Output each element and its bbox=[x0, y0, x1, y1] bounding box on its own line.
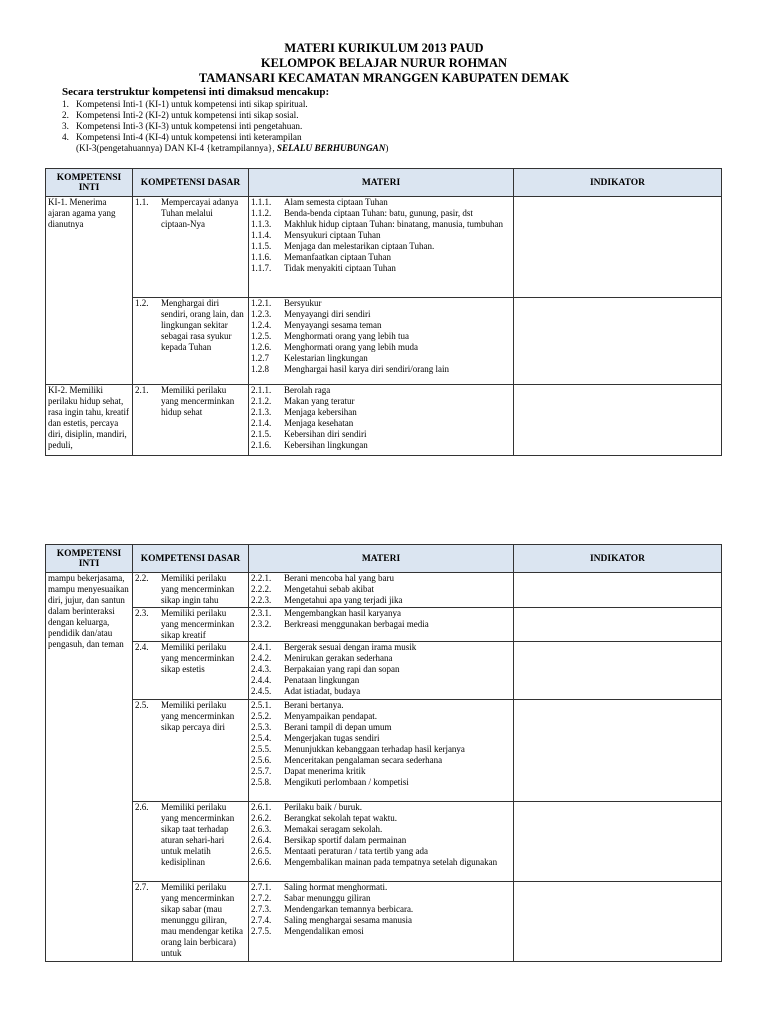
materi-cell bbox=[249, 882, 514, 962]
materi-text: Bersikap sportif dalam permainan bbox=[284, 835, 407, 845]
materi-cell bbox=[249, 573, 514, 608]
materi-text: Mengetahui sebab akibat bbox=[284, 584, 374, 594]
header-materi: MATERI bbox=[249, 545, 514, 573]
kd-number: 2.7. bbox=[135, 882, 149, 892]
materi-text: Sabar menunggu giliran bbox=[284, 893, 371, 903]
materi-text: Mengembangkan hasil karyanya bbox=[284, 608, 401, 618]
list-text: Kompetensi Inti-4 (KI-4) untuk kompetensi inti keterampilan bbox=[76, 132, 302, 142]
materi-item bbox=[251, 342, 511, 353]
materi-number: 1.1.3. bbox=[251, 219, 272, 229]
ki-cell: KI-1. Menerima ajaran agama yang dianutnya bbox=[46, 197, 133, 385]
materi-number: 2.2.3. bbox=[251, 595, 272, 605]
kd-cell bbox=[133, 882, 249, 962]
kd-cell bbox=[133, 197, 249, 298]
materi-number: 2.6.3. bbox=[251, 824, 272, 834]
table-row bbox=[46, 298, 722, 385]
table-row bbox=[46, 197, 722, 298]
kd-cell bbox=[133, 298, 249, 385]
materi-item bbox=[251, 252, 511, 263]
list-number: 1. bbox=[62, 99, 69, 109]
kd-text: Menghargai diri sendiri, orang lain, dan lingkungan sekitar sebagai rasa syukur kepada Tuhan bbox=[161, 298, 244, 352]
materi-item bbox=[251, 219, 511, 230]
materi-number: 2.1.1. bbox=[251, 385, 272, 395]
list-number: 4. bbox=[62, 132, 69, 142]
materi-item bbox=[251, 440, 511, 451]
materi-number: 2.4.4. bbox=[251, 675, 272, 685]
materi-item bbox=[251, 755, 511, 766]
materi-cell bbox=[249, 608, 514, 642]
materi-item bbox=[251, 320, 511, 331]
ki-definition-item bbox=[62, 132, 388, 143]
materi-text: Saling menghargai sesama manusia bbox=[284, 915, 413, 925]
materi-number: 1.2.3. bbox=[251, 309, 272, 319]
materi-text: Tidak menyakiti ciptaan Tuhan bbox=[284, 263, 396, 273]
materi-number: 2.4.1. bbox=[251, 642, 272, 652]
materi-text: Menceritakan pengalaman secara sederhana bbox=[284, 755, 443, 765]
materi-number: 2.1.5. bbox=[251, 429, 272, 439]
indikator-cell bbox=[514, 608, 722, 642]
materi-number: 2.6.2. bbox=[251, 813, 272, 823]
materi-item bbox=[251, 882, 511, 893]
materi-number: 1.1.2. bbox=[251, 208, 272, 218]
kd-number: 2.2. bbox=[135, 573, 149, 583]
materi-text: Menunjukkan kebanggaan terhadap hasil kerjanya bbox=[284, 744, 465, 754]
list-text: Kompetensi Inti-2 (KI-2) untuk kompetensi inti sikap sosial. bbox=[76, 110, 299, 120]
materi-item bbox=[251, 385, 511, 396]
materi-text: Makhluk hidup ciptaan Tuhan: binatang, manusia, tumbuhan bbox=[284, 219, 503, 229]
materi-text: Menirukan gerakan sederhana bbox=[284, 653, 393, 663]
materi-text: Mendengarkan temannya berbicara. bbox=[284, 904, 414, 914]
list-number: 3. bbox=[62, 121, 69, 131]
materi-item bbox=[251, 263, 511, 274]
kd-number: 2.6. bbox=[135, 802, 149, 812]
materi-text: Bergerak sesuai dengan irama musik bbox=[284, 642, 417, 652]
kd-number: 2.1. bbox=[135, 385, 149, 395]
table-header-row bbox=[46, 545, 722, 573]
materi-number: 2.3.2. bbox=[251, 619, 272, 629]
materi-number: 1.1.7. bbox=[251, 263, 272, 273]
document-title-line-3: TAMANSARI KECAMATAN MRANGGEN KABUPATEN DEMAK bbox=[198, 71, 570, 85]
materi-number: 1.2.7 bbox=[251, 353, 269, 363]
kd-text: Memiliki perilaku yang mencerminkan sikap taat terhadap aturan sehari-hari untuk melatih kedisiplinan bbox=[161, 802, 235, 867]
materi-text: Menghargai hasil karya diri sendiri/orang lain bbox=[284, 364, 450, 374]
materi-text: Berangkat sekolah tepat waktu. bbox=[284, 813, 397, 823]
materi-number: 2.7.4. bbox=[251, 915, 272, 925]
materi-text: Memakai seragam sekolah. bbox=[284, 824, 383, 834]
kd-text: Memiliki perilaku yang mencerminkan sikap kreatif bbox=[161, 608, 235, 640]
indikator-cell bbox=[514, 385, 722, 456]
materi-text: Bersyukur bbox=[284, 298, 322, 308]
materi-text: Saling hormat menghormati. bbox=[284, 882, 388, 892]
indikator-cell bbox=[514, 642, 722, 700]
materi-number: 2.5.2. bbox=[251, 711, 272, 721]
list-text: Kompetensi Inti-3 (KI-3) untuk kompetensi inti pengetahuan. bbox=[76, 121, 303, 131]
materi-number: 2.7.5. bbox=[251, 926, 272, 936]
materi-number: 2.7.2. bbox=[251, 893, 272, 903]
materi-text: Mengikuti perlombaan / kompetisi bbox=[284, 777, 409, 787]
materi-number: 2.5.4. bbox=[251, 733, 272, 743]
materi-item bbox=[251, 642, 511, 653]
materi-item bbox=[251, 686, 511, 697]
materi-item bbox=[251, 664, 511, 675]
materi-number: 2.4.5. bbox=[251, 686, 272, 696]
kd-cell bbox=[133, 700, 249, 802]
kd-cell bbox=[133, 573, 249, 608]
materi-text: Berolah raga bbox=[284, 385, 331, 395]
document-title-line-2: KELOMPOK BELAJAR NURUR ROHMAN bbox=[260, 56, 508, 70]
materi-number: 2.1.2. bbox=[251, 396, 272, 406]
materi-text: Alam semesta ciptaan Tuhan bbox=[284, 197, 388, 207]
materi-text: Berani bertanya. bbox=[284, 700, 344, 710]
materi-item bbox=[251, 824, 511, 835]
materi-text: Kebersihan lingkungan bbox=[284, 440, 368, 450]
materi-item bbox=[251, 777, 511, 788]
materi-text: Mengetahui apa yang terjadi jika bbox=[284, 595, 403, 605]
kd-number: 2.5. bbox=[135, 700, 149, 710]
materi-text: Menghormati orang yang lebih tua bbox=[284, 331, 409, 341]
table-row bbox=[46, 642, 722, 700]
materi-number: 2.1.4. bbox=[251, 418, 272, 428]
kd-cell bbox=[133, 608, 249, 642]
materi-number: 2.3.1. bbox=[251, 608, 272, 618]
materi-cell bbox=[249, 802, 514, 882]
materi-text: Menyayangi diri sendiri bbox=[284, 309, 371, 319]
materi-item bbox=[251, 700, 511, 711]
table-row bbox=[46, 882, 722, 962]
materi-item bbox=[251, 733, 511, 744]
materi-number: 1.1.4. bbox=[251, 230, 272, 240]
materi-number: 2.2.2. bbox=[251, 584, 272, 594]
materi-number: 2.5.8. bbox=[251, 777, 272, 787]
materi-number: 1.1.6. bbox=[251, 252, 272, 262]
materi-item bbox=[251, 813, 511, 824]
materi-item bbox=[251, 835, 511, 846]
note-emphasis: SELALU BERHUBUNGAN bbox=[276, 143, 386, 153]
kd-cell bbox=[133, 802, 249, 882]
materi-text: Makan yang teratur bbox=[284, 396, 355, 406]
materi-number: 1.2.6. bbox=[251, 342, 272, 352]
materi-item bbox=[251, 241, 511, 252]
table-row bbox=[46, 385, 722, 456]
header-kompetensi-inti: KOMPETENSI INTI bbox=[46, 545, 133, 573]
materi-item bbox=[251, 766, 511, 777]
materi-text: Adat istiadat, budaya bbox=[284, 686, 361, 696]
materi-text: Mengerjakan tugas sendiri bbox=[284, 733, 380, 743]
materi-item bbox=[251, 744, 511, 755]
materi-item bbox=[251, 608, 511, 619]
materi-item bbox=[251, 675, 511, 686]
materi-number: 2.5.3. bbox=[251, 722, 272, 732]
materi-text: Mengendalikan emosi bbox=[284, 926, 364, 936]
materi-item bbox=[251, 915, 511, 926]
materi-text: Menghormati orang yang lebih muda bbox=[284, 342, 418, 352]
materi-text: Benda-benda ciptaan Tuhan: batu, gunung, pasir, dst bbox=[284, 208, 473, 218]
kd-text: Memiliki perilaku yang mencerminkan sikap estetis bbox=[161, 642, 235, 674]
table-header-row bbox=[46, 169, 722, 197]
materi-cell bbox=[249, 385, 514, 456]
materi-item bbox=[251, 407, 511, 418]
materi-text: Berpakaian yang rapi dan sopan bbox=[284, 664, 400, 674]
materi-item bbox=[251, 331, 511, 342]
kd-cell bbox=[133, 385, 249, 456]
materi-item bbox=[251, 429, 511, 440]
materi-item bbox=[251, 619, 511, 630]
materi-number: 2.6.1. bbox=[251, 802, 272, 812]
materi-number: 2.4.3. bbox=[251, 664, 272, 674]
note-text: (KI-3(pengetahuannya) DAN KI-4 {ketrampilannya}, bbox=[76, 143, 277, 153]
indikator-cell bbox=[514, 802, 722, 882]
kd-number: 2.3. bbox=[135, 608, 149, 618]
ki-relation-note bbox=[62, 143, 388, 154]
kd-cell bbox=[133, 642, 249, 700]
curriculum-table-2 bbox=[45, 544, 722, 962]
materi-item bbox=[251, 584, 511, 595]
materi-text: Mentaati peraturan / tata tertib yang ada bbox=[284, 846, 428, 856]
materi-number: 1.2.8 bbox=[251, 364, 269, 374]
materi-item bbox=[251, 904, 511, 915]
list-number: 2. bbox=[62, 110, 69, 120]
ki-definition-list bbox=[62, 99, 388, 154]
table-row bbox=[46, 802, 722, 882]
materi-number: 2.5.5. bbox=[251, 744, 272, 754]
materi-number: 1.1.5. bbox=[251, 241, 272, 251]
header-indikator: INDIKATOR bbox=[514, 169, 722, 197]
materi-number: 2.7.1. bbox=[251, 882, 272, 892]
materi-text: Mensyukuri ciptaan Tuhan bbox=[284, 230, 381, 240]
header-kompetensi-dasar: KOMPETENSI DASAR bbox=[133, 169, 249, 197]
materi-number: 2.5.6. bbox=[251, 755, 272, 765]
materi-text: Berani tampil di depan umum bbox=[284, 722, 392, 732]
materi-number: 1.2.4. bbox=[251, 320, 272, 330]
indikator-cell bbox=[514, 298, 722, 385]
materi-text: Menjaga kebersihan bbox=[284, 407, 357, 417]
kd-text: Memiliki perilaku yang mencerminkan sikap ingin tahu bbox=[161, 573, 235, 605]
ki-cell: KI-2. Memiliki perilaku hidup sehat, rasa ingin tahu, kreatif dan estetis, percaya diri, disiplin, mandiri, peduli, bbox=[46, 385, 133, 456]
materi-item bbox=[251, 573, 511, 584]
header-materi: MATERI bbox=[249, 169, 514, 197]
materi-number: 2.1.3. bbox=[251, 407, 272, 417]
materi-number: 2.6.4. bbox=[251, 835, 272, 845]
materi-item bbox=[251, 893, 511, 904]
indikator-cell bbox=[514, 882, 722, 962]
ki-definition-item bbox=[62, 110, 388, 121]
materi-item bbox=[251, 230, 511, 241]
materi-item bbox=[251, 595, 511, 606]
intro-heading: Secara terstruktur kompetensi inti dimaksud mencakup: bbox=[62, 86, 330, 98]
kd-number: 2.4. bbox=[135, 642, 149, 652]
materi-text: Kelestarian lingkungan bbox=[284, 353, 368, 363]
materi-number: 2.6.6. bbox=[251, 857, 272, 867]
indikator-cell bbox=[514, 573, 722, 608]
kd-text: Memiliki perilaku yang mencerminkan sikap sabar (mau menunggu giliran, mau mendengar ketika orang lain berbicara) untuk bbox=[161, 882, 243, 958]
materi-number: 2.4.2. bbox=[251, 653, 272, 663]
header-kompetensi-inti: KOMPETENSI INTI bbox=[46, 169, 133, 197]
materi-text: Berkreasi menggunakan berbagai media bbox=[284, 619, 429, 629]
materi-item bbox=[251, 208, 511, 219]
materi-item bbox=[251, 353, 511, 364]
materi-cell bbox=[249, 700, 514, 802]
materi-text: Menjaga kesehatan bbox=[284, 418, 354, 428]
materi-number: 2.7.3. bbox=[251, 904, 272, 914]
materi-text: Menyampaikan pendapat. bbox=[284, 711, 377, 721]
ki-definition-item bbox=[62, 99, 388, 110]
document-title-line-1: MATERI KURIKULUM 2013 PAUD bbox=[284, 41, 484, 55]
note-suffix: ) bbox=[385, 143, 389, 153]
indikator-cell bbox=[514, 197, 722, 298]
kd-number: 1.1. bbox=[135, 197, 149, 207]
materi-text: Menyayangi sesama teman bbox=[284, 320, 382, 330]
materi-number: 1.1.1. bbox=[251, 197, 272, 207]
materi-text: Dapat menerima kritik bbox=[284, 766, 366, 776]
materi-item bbox=[251, 857, 511, 868]
ki-definition-item bbox=[62, 121, 388, 132]
materi-text: Kebersihan diri sendiri bbox=[284, 429, 367, 439]
materi-text: Menjaga dan melestarikan ciptaan Tuhan. bbox=[284, 241, 435, 251]
materi-text: Memanfaatkan ciptaan Tuhan bbox=[284, 252, 391, 262]
materi-number: 2.5.1. bbox=[251, 700, 272, 710]
table-row bbox=[46, 573, 722, 608]
materi-text: Berani mencoba hal yang baru bbox=[284, 573, 394, 583]
kd-number: 1.2. bbox=[135, 298, 149, 308]
kd-text: Memiliki perilaku yang mencerminkan sikap percaya diri bbox=[161, 700, 235, 732]
materi-item bbox=[251, 711, 511, 722]
ki-cell: mampu bekerjasama, mampu menyesuaikan diri, jujur, dan santun dalam berinteraksi dengan keluarga, pendidik dan/atau pengasuh, dan teman bbox=[46, 573, 133, 962]
materi-item bbox=[251, 846, 511, 857]
indikator-cell bbox=[514, 700, 722, 802]
kd-text: Mempercayai adanya Tuhan melalui ciptaan-Nya bbox=[161, 197, 239, 229]
materi-item bbox=[251, 298, 511, 309]
list-text: Kompetensi Inti-1 (KI-1) untuk kompetensi inti sikap spiritual. bbox=[76, 99, 308, 109]
materi-number: 1.2.1. bbox=[251, 298, 272, 308]
materi-item bbox=[251, 418, 511, 429]
table-row bbox=[46, 608, 722, 642]
materi-cell bbox=[249, 642, 514, 700]
materi-number: 2.1.6. bbox=[251, 440, 272, 450]
header-indikator: INDIKATOR bbox=[514, 545, 722, 573]
materi-text: Mengembalikan mainan pada tempatnya setelah digunakan bbox=[284, 857, 498, 867]
materi-text: Perilaku baik / buruk. bbox=[284, 802, 362, 812]
materi-number: 2.6.5. bbox=[251, 846, 272, 856]
kd-text: Memiliki perilaku yang mencerminkan hidup sehat bbox=[161, 385, 235, 417]
header-kompetensi-dasar: KOMPETENSI DASAR bbox=[133, 545, 249, 573]
materi-text: Penataan lingkungan bbox=[284, 675, 360, 685]
materi-cell bbox=[249, 197, 514, 298]
materi-item bbox=[251, 396, 511, 407]
materi-number: 1.2.5. bbox=[251, 331, 272, 341]
materi-number: 2.2.1. bbox=[251, 573, 272, 583]
materi-item bbox=[251, 926, 511, 937]
materi-item bbox=[251, 722, 511, 733]
curriculum-table-1 bbox=[45, 168, 722, 456]
materi-item bbox=[251, 653, 511, 664]
materi-item bbox=[251, 197, 511, 208]
materi-cell bbox=[249, 298, 514, 385]
materi-number: 2.5.7. bbox=[251, 766, 272, 776]
materi-item bbox=[251, 309, 511, 320]
materi-item bbox=[251, 364, 511, 375]
table-row bbox=[46, 700, 722, 802]
materi-item bbox=[251, 802, 511, 813]
